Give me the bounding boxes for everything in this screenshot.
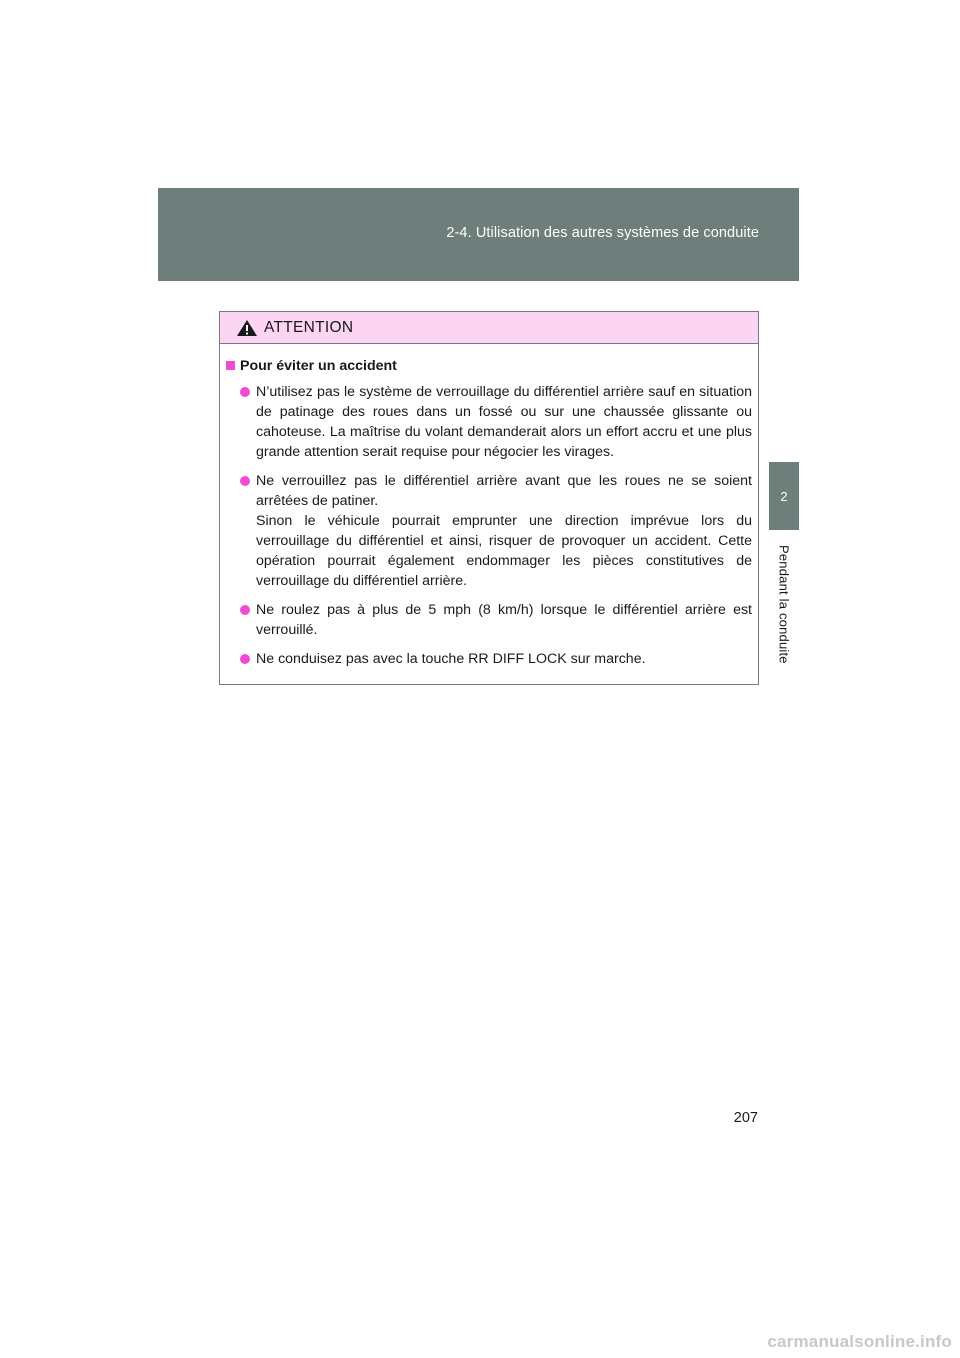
warning-item	[226, 382, 752, 462]
warning-item-text	[256, 382, 752, 462]
circle-bullet-icon	[240, 654, 250, 664]
circle-bullet-icon	[240, 605, 250, 615]
section-title: 2-4. Utilisation des autres systèmes de conduite	[446, 225, 759, 241]
warning-header	[220, 312, 758, 344]
warning-item	[226, 471, 752, 591]
circle-bullet-icon	[240, 476, 250, 486]
warning-item	[226, 649, 752, 669]
header-band	[158, 188, 799, 281]
warning-box	[219, 311, 759, 685]
warning-paragraph: Sinon le véhicule pourrait emprunter une direction imprévue lors du verrouillage du différentiel et ainsi, risquer de provoquer un accident. Cette opération pourrait également endommager les pièces constitutives de verrouillage du différentiel arrière.	[256, 513, 752, 589]
warning-triangle-icon	[236, 319, 258, 337]
warning-body	[220, 344, 758, 669]
page-number: 207	[733, 1110, 758, 1126]
warning-item-text	[256, 471, 752, 591]
chapter-label: Pendant la conduite	[776, 544, 792, 664]
warning-paragraph: Ne conduisez pas avec la touche RR DIFF LOCK sur marche.	[256, 651, 646, 667]
warning-paragraph: Ne verrouillez pas le différentiel arrière avant que les roues ne se soient arrêtées de patiner.	[256, 473, 752, 509]
warning-paragraph: Ne roulez pas à plus de 5 mph (8 km/h) lorsque le différentiel arrière est verrouillé.	[256, 602, 752, 638]
watermark: carmanualsonline.info	[767, 1332, 952, 1351]
warning-paragraph: N’utilisez pas le système de verrouillage du différentiel arrière sauf en situation de patinage des roues dans un fossé ou sur une chaussée glissante ou cahoteuse. La maîtrise du volant demanderait alors un effort accru et une plus grande attention serait requise pour négocier les virages.	[256, 384, 752, 460]
chapter-label-wrap	[769, 534, 799, 674]
warning-item	[226, 600, 752, 640]
circle-bullet-icon	[240, 387, 250, 397]
warning-subheading-text: Pour éviter un accident	[240, 358, 397, 374]
square-bullet-icon	[226, 361, 235, 370]
warning-title: ATTENTION	[264, 318, 354, 336]
chapter-number: 2	[780, 488, 788, 504]
warning-subheading	[226, 356, 752, 376]
warning-item-text	[256, 649, 752, 669]
warning-item-text	[256, 600, 752, 640]
chapter-tab	[769, 462, 799, 530]
